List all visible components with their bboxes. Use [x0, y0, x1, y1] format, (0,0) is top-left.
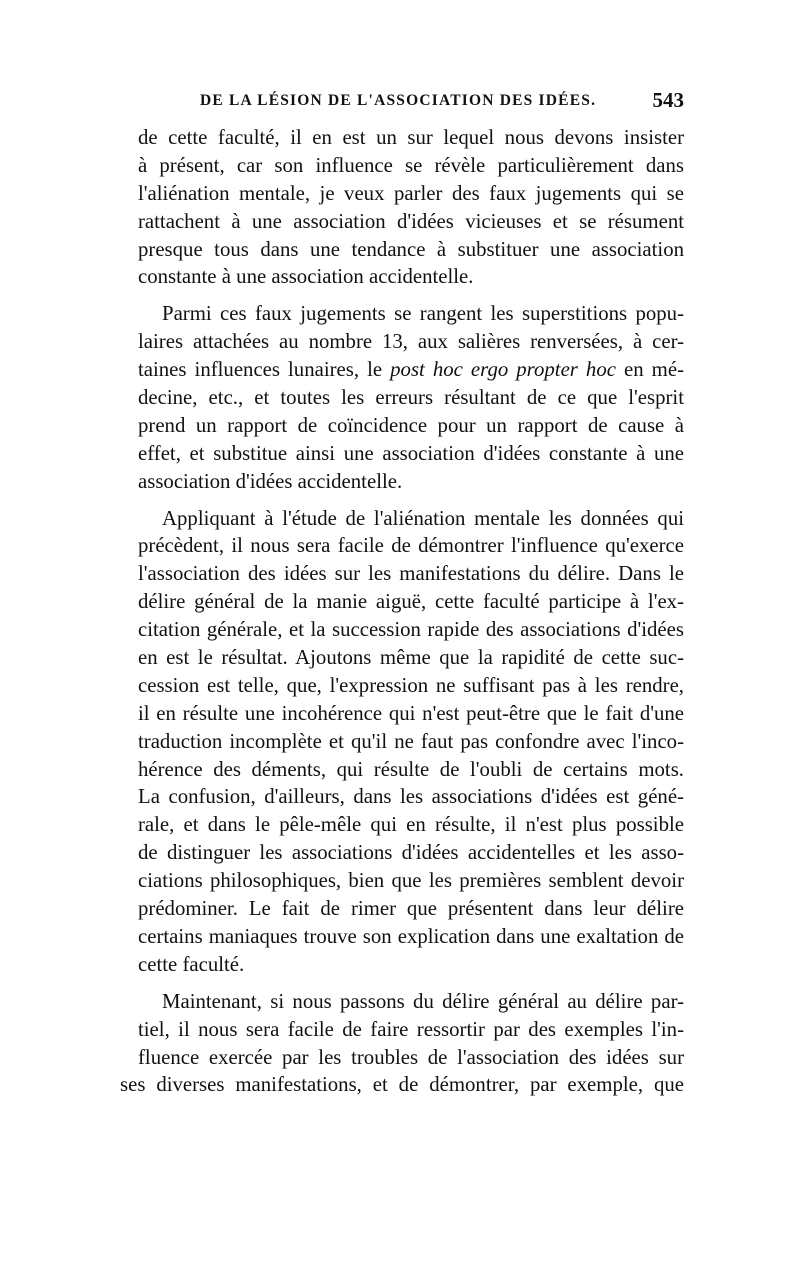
text-line: rale, et dans le pêle-mêle qui en résulte, il n'est plus possible [138, 813, 684, 837]
text-line: hérence des déments, qui résulte de l'oubli de certains mots. [138, 757, 684, 781]
text-line: précèdent, il nous sera facile de démontrer l'influence qu'exerce [138, 534, 684, 558]
latin-phrase: post hoc ergo propter hoc [390, 358, 616, 382]
text-line: en est le résultat. Ajoutons même que la rapidité de cette suc- [138, 646, 684, 670]
page-number: 543 [652, 88, 684, 112]
text-line-with-latin [138, 356, 684, 384]
text-line: traduction incomplète et qu'il ne faut pas confondre avec l'inco- [138, 729, 684, 753]
text-line: presque tous dans une tendance à substituer une association [138, 237, 684, 261]
text-line: laires attachées au nombre 13, aux salières renversées, à cer- [138, 330, 684, 354]
text-line: La confusion, d'ailleurs, dans les associations d'idées est géné- [138, 785, 684, 809]
text-line: Parmi ces faux jugements se rangent les superstitions popu- [162, 302, 684, 326]
running-title: DE LA LÉSION DE L'ASSOCIATION DES IDÉES. [200, 92, 597, 109]
text-line: cette faculté. [138, 952, 245, 976]
text-line: fluence exercée par les troubles de l'association des idées sur [138, 1045, 684, 1069]
paragraph-gap [138, 496, 684, 505]
text-line: rattachent à une association d'idées vicieuses et se résument [138, 209, 684, 233]
body-text [120, 124, 684, 1099]
text-line: effet, et substitue ainsi une association d'idées constante à une [138, 441, 684, 465]
text-line: Appliquant à l'étude de l'aliénation mentale les données qui [162, 506, 684, 530]
text-line: l'aliénation mentale, je veux parler des faux jugements qui se [138, 181, 684, 205]
text-line: à présent, car son influence se révèle particulièrement dans [138, 153, 684, 177]
text-line: délire général de la manie aiguë, cette faculté participe à l'ex- [138, 590, 684, 614]
paragraph-3 [138, 505, 684, 979]
text-line: il en résulte une incohérence qui n'est peut-être que le fait d'une [138, 701, 684, 725]
text-line: citation générale, et la succession rapide des associations d'idées [138, 618, 684, 642]
text-fragment: en mé- [615, 358, 684, 382]
text-line: cession est telle, que, l'expression ne suffisant pas à les rendre, [138, 673, 684, 697]
paragraph-2 [138, 300, 684, 495]
paragraph-1 [138, 124, 684, 291]
text-fragment: taines influences lunaires, le [138, 358, 391, 382]
text-line: de distinguer les associations d'idées accidentelles et les asso- [138, 841, 684, 865]
text-line: association d'idées accidentelle. [138, 469, 403, 493]
text-line: prend un rapport de coïncidence pour un rapport de cause à [138, 413, 684, 437]
text-line: certains maniaques trouve son explication dans une exaltation de [138, 924, 684, 948]
paragraph-4 [120, 988, 684, 1100]
text-line: decine, etc., et toutes les erreurs résultant de ce que l'esprit [138, 386, 684, 410]
text-line: prédominer. Le fait de rimer que présentent dans leur délire [138, 897, 684, 921]
paragraph-gap [138, 291, 684, 300]
paragraph-gap [138, 979, 684, 988]
text-line: l'association des idées sur les manifestations du délire. Dans le [138, 562, 684, 586]
text-line: ses diverses manifestations, et de démontrer, par exemple, que [120, 1073, 684, 1097]
text-line: constante à une association accidentelle. [138, 265, 474, 289]
text-line: tiel, il nous sera facile de faire ressortir par des exemples l'in- [138, 1017, 684, 1041]
text-line: ciations philosophiques, bien que les premières semblent devoir [138, 869, 684, 893]
text-line: Maintenant, si nous passons du délire général au délire par- [162, 989, 684, 1013]
running-head [138, 88, 684, 118]
text-line: de cette faculté, il en est un sur lequel nous devons insister [138, 126, 684, 149]
